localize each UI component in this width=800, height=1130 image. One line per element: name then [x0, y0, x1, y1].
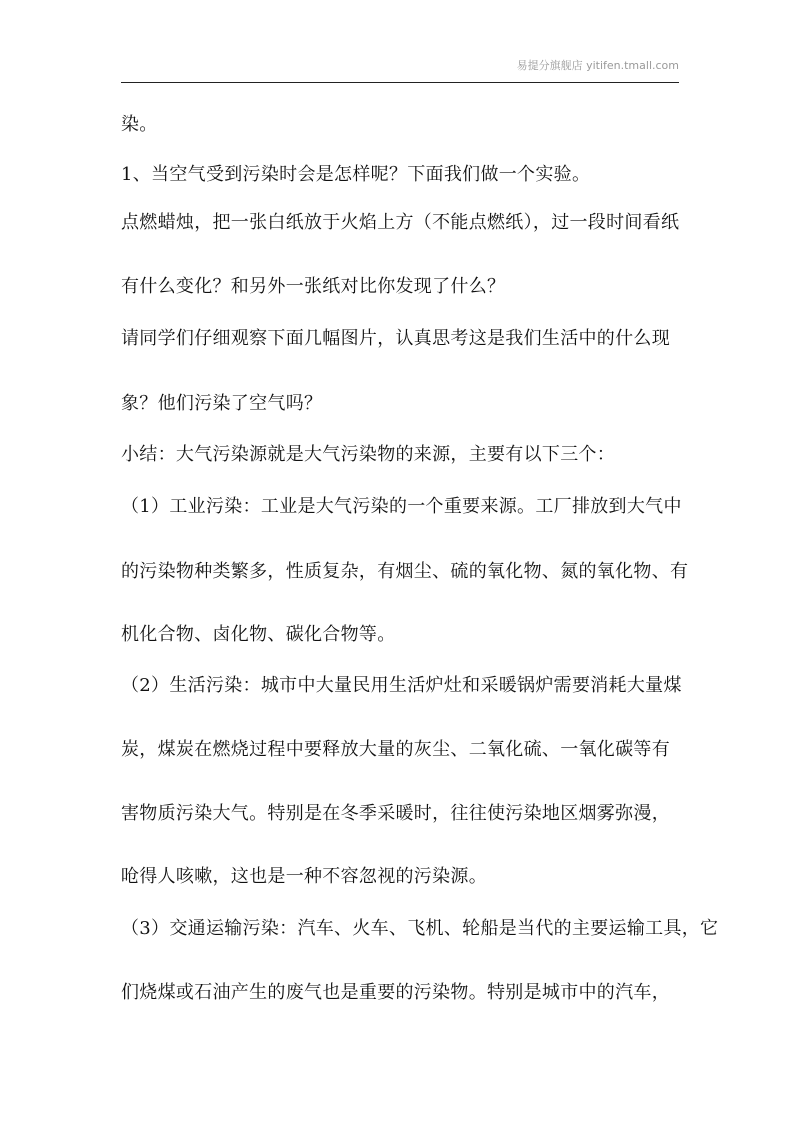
- text-line: （2）生活污染：城市中大量民用生活炉灶和采暖锅炉需要消耗大量煤: [121, 675, 682, 696]
- text-line: 小结：大气污染源就是大气污染物的来源，主要有以下三个：: [121, 444, 616, 465]
- header-divider: [121, 82, 679, 83]
- text-line: 有什么变化？和另外一张纸对比你发现了什么？: [121, 276, 506, 297]
- text-line: （1）工业污染：工业是大气污染的一个重要来源。工厂排放到大气中: [121, 496, 682, 517]
- text-line: 染。: [121, 114, 158, 135]
- text-line: 们烧煤或石油产生的废气也是重要的污染物。特别是城市中的汽车，: [121, 982, 670, 1003]
- text-line: 害物质污染大气。特别是在冬季采暖时，往往使污染地区烟雾弥漫，: [121, 803, 670, 824]
- text-line: 机化合物、卤化物、碳化合物等。: [121, 624, 396, 645]
- text-line: 请同学们仔细观察下面几幅图片，认真思考这是我们生活中的什么现: [121, 328, 670, 349]
- text-line: 1、当空气受到污染时会是怎样呢？下面我们做一个实验。: [121, 164, 591, 185]
- text-line: 炭，煤炭在燃烧过程中要释放大量的灰尘、二氧化硫、一氧化碳等有: [121, 739, 670, 760]
- text-line: 点燃蜡烛，把一张白纸放于火焰上方（不能点燃纸），过一段时间看纸: [121, 212, 680, 233]
- header-store-text: 易提分旗舰店 yitifen.tmall.com: [516, 59, 679, 72]
- text-line: 呛得人咳嗽，这也是一种不容忽视的污染源。: [121, 866, 487, 887]
- text-line: （3）交通运输污染：汽车、火车、飞机、轮船是当代的主要运输工具，它: [121, 918, 719, 939]
- text-line: 象？他们污染了空气吗？: [121, 393, 323, 414]
- text-line: 的污染物种类繁多，性质复杂，有烟尘、硫的氧化物、氮的氧化物、有: [121, 561, 689, 582]
